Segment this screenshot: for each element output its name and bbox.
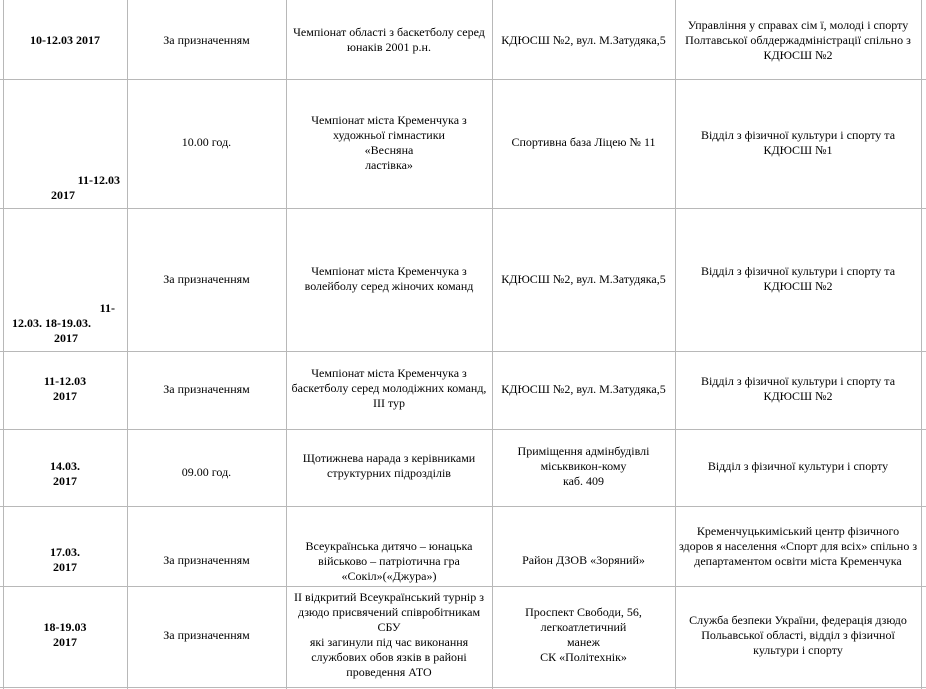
place-cell xyxy=(492,444,675,489)
event-text: волейболу серед жіночих команд xyxy=(304,279,474,293)
organizer-cell xyxy=(675,128,921,158)
time-text: За призначенням xyxy=(163,382,250,396)
event-cell xyxy=(286,366,492,411)
row-divider xyxy=(0,687,926,688)
organizer-text: Служба безпеки України, федерація дзюдо xyxy=(689,613,907,627)
event-text: ластівка» xyxy=(365,158,413,172)
event-cell xyxy=(286,590,492,680)
event-text: юнаків 2001 р.н. xyxy=(347,40,431,54)
event-cell xyxy=(286,264,492,294)
date-cell xyxy=(3,545,127,575)
event-text: які загинули під час виконання xyxy=(309,635,469,649)
organizer-text: КДЮСШ №2 xyxy=(763,48,833,62)
time-text: За призначенням xyxy=(163,272,250,286)
event-text: структурних підрозділів xyxy=(327,466,451,480)
event-text: військово – патріотична гра xyxy=(318,554,460,568)
date-text: 18-19.03 xyxy=(43,620,87,634)
place-text: Проспект Свободи, 56, xyxy=(525,605,642,619)
place-cell xyxy=(492,33,675,48)
time-cell xyxy=(127,553,286,568)
organizer-text: Кременчуцькиміський центр фізичного xyxy=(696,524,900,538)
date-text: 2017 xyxy=(53,635,77,649)
event-text: Всеукраїнська дитячо – юнацька xyxy=(305,539,473,553)
event-text: СБУ xyxy=(377,620,401,634)
organizer-text: культури і спорту xyxy=(753,643,843,657)
place-cell xyxy=(492,605,675,665)
time-cell xyxy=(127,382,286,397)
row-divider xyxy=(0,208,926,209)
event-text: «Сокіл»(«Джура») xyxy=(341,569,437,583)
place-text: Приміщення адмінбудівлі xyxy=(517,444,650,458)
date-cell xyxy=(3,459,127,489)
organizer-text: Полтавської облдержадміністрації спільно з xyxy=(685,33,911,47)
place-text: міськвикон-кому xyxy=(540,459,627,473)
organizer-cell xyxy=(675,524,921,569)
event-cell xyxy=(286,539,492,584)
place-text: КДЮСШ №2, вул. М.Затудяка,5 xyxy=(501,33,666,47)
date-cell xyxy=(3,173,120,203)
organizer-text: департаментом освіти міста Кременчука xyxy=(694,554,902,568)
organizer-text: Польавської області, відділ з фізичної xyxy=(701,628,895,642)
date-cell xyxy=(3,301,127,346)
time-cell xyxy=(127,628,286,643)
time-cell xyxy=(127,33,286,48)
place-text: КДЮСШ №2, вул. М.Затудяка,5 xyxy=(501,272,666,286)
row-divider xyxy=(0,506,926,507)
organizer-cell xyxy=(675,613,921,658)
event-cell xyxy=(286,451,492,481)
date-text: 11-12.03 xyxy=(77,173,120,187)
event-text: дзюдо присвячений співробітникам xyxy=(297,605,481,619)
organizer-text: здоров я населення «Спорт для всіх» спільно з xyxy=(678,539,918,553)
time-text: За призначенням xyxy=(163,33,250,47)
event-text: ІІІ тур xyxy=(372,396,406,410)
organizer-cell xyxy=(675,18,921,63)
organizer-text: Відділ з фізичної культури і спорту та xyxy=(700,264,896,278)
event-text: Чемпіонат міста Кременчука з xyxy=(311,113,467,127)
time-text: 10.00 год. xyxy=(181,135,232,149)
organizer-cell xyxy=(675,374,921,404)
organizer-text: Відділ з фізичної культури і спорту xyxy=(707,459,889,473)
date-cell xyxy=(3,620,127,650)
place-cell xyxy=(492,553,675,568)
event-text: проведення АТО xyxy=(346,665,432,679)
time-text: За призначенням xyxy=(163,553,250,567)
place-text: Район ДЗОВ «Зоряний» xyxy=(522,553,645,567)
date-text: 2017 xyxy=(53,560,77,574)
event-text: Чемпіонат області з баскетболу серед xyxy=(293,25,485,39)
time-cell xyxy=(127,272,286,287)
organizer-text: КДЮСШ №1 xyxy=(763,143,833,157)
organizer-text: Відділ з фізичної культури і спорту та xyxy=(700,128,896,142)
row-divider xyxy=(0,351,926,352)
event-text: Щотижнева нарада з керівниками xyxy=(302,451,476,465)
date-text: 11-12.03 xyxy=(43,374,87,388)
date-text: 17.03. xyxy=(50,545,80,559)
event-text: Чемпіонат міста Кременчука з xyxy=(311,264,467,278)
date-text: 2017 xyxy=(54,331,78,345)
date-text: 2017 xyxy=(53,474,77,488)
place-text: СК «Політехнік» xyxy=(540,650,627,664)
event-text: службових обов язків в районі xyxy=(311,650,467,664)
place-cell xyxy=(492,135,675,150)
place-text: каб. 409 xyxy=(562,474,605,488)
row-divider xyxy=(0,429,926,430)
date-text: 10-12.03 2017 xyxy=(30,33,100,47)
date-cell xyxy=(3,33,127,48)
organizer-cell xyxy=(675,459,921,474)
organizer-cell xyxy=(675,264,921,294)
place-text: манеж xyxy=(567,635,600,649)
place-cell xyxy=(492,382,675,397)
event-cell xyxy=(286,25,492,55)
event-text: Чемпіонат міста Кременчука з xyxy=(311,366,467,380)
event-text: «Весняна xyxy=(364,143,414,157)
date-text: 12.03. 18-19.03. xyxy=(12,316,91,330)
event-text: баскетболу серед молодіжних команд, xyxy=(291,381,487,395)
date-text: 11- xyxy=(99,301,115,315)
organizer-text: Управління у справах сім ї, молоді і спорту xyxy=(687,18,909,32)
time-cell xyxy=(127,465,286,480)
event-text: ІІ відкритий Всеукраїнський турнір з xyxy=(294,590,484,604)
event-cell xyxy=(286,113,492,173)
organizer-text: КДЮСШ №2 xyxy=(763,389,833,403)
date-text: 2017 xyxy=(51,188,75,202)
event-text: художньої гімнастики xyxy=(333,128,445,142)
time-text: 09.00 год. xyxy=(181,465,232,479)
organizer-text: КДЮСШ №2 xyxy=(763,279,833,293)
row-divider xyxy=(0,79,926,80)
date-cell xyxy=(3,374,127,404)
place-text: легкоатлетичний xyxy=(540,620,627,634)
place-text: КДЮСШ №2, вул. М.Затудяка,5 xyxy=(501,382,666,396)
date-text: 14.03. xyxy=(50,459,80,473)
date-text: 2017 xyxy=(53,389,77,403)
place-cell xyxy=(492,272,675,287)
time-text: За призначенням xyxy=(163,628,250,642)
time-cell xyxy=(127,135,286,150)
organizer-text: Відділ з фізичної культури і спорту та xyxy=(700,374,896,388)
row-divider xyxy=(0,586,926,587)
place-text: Спортивна база Ліцею № 11 xyxy=(511,135,656,149)
